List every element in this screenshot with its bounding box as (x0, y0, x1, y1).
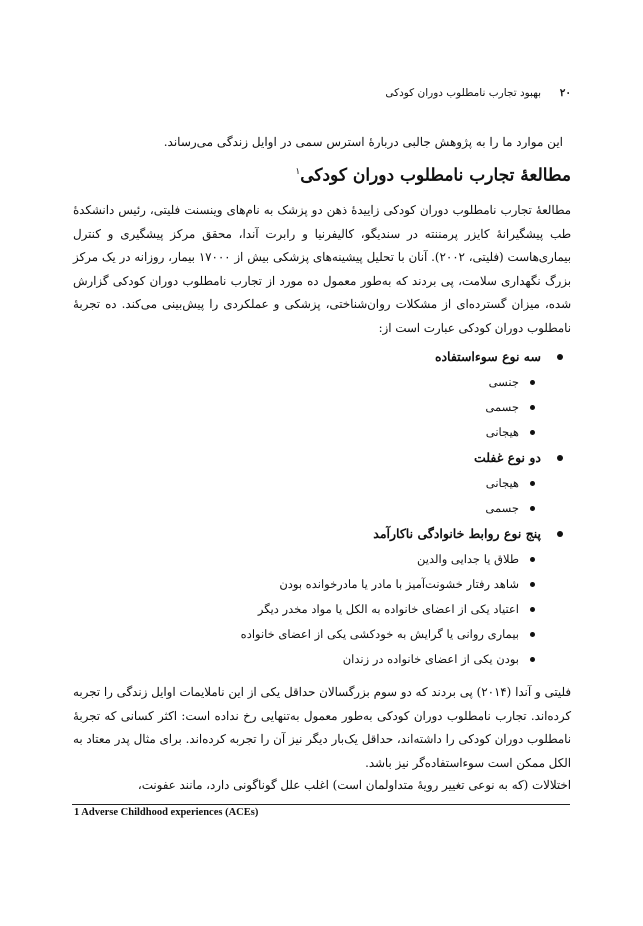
bullet-icon (557, 531, 563, 537)
bullet-icon (530, 607, 535, 612)
ace-sublist (149, 547, 541, 672)
bullet-icon (557, 455, 563, 461)
footnote-divider (72, 804, 570, 805)
running-title: بهبود تجارب نامطلوب دوران کودکی (385, 87, 541, 99)
list-item-text: شاهد رفتار خشونت‌آمیز با مادر یا مادرخوانده بودن (279, 577, 519, 591)
ace-group-title: سه نوع سوءاستفاده (434, 349, 541, 364)
list-item (149, 572, 541, 597)
list-item (149, 647, 541, 672)
list-item (149, 370, 541, 395)
page-header (0, 84, 643, 102)
footnote (74, 807, 258, 818)
bullet-icon (530, 632, 535, 637)
list-item (149, 547, 541, 572)
list-item (149, 622, 541, 647)
ace-group-abuse (149, 344, 569, 445)
ace-list (149, 344, 569, 672)
bullet-icon (530, 405, 535, 410)
list-item-text: بودن یکی از اعضای خانواده در زندان (342, 652, 519, 666)
section-title-text: مطالعهٔ تجارب نامطلوب دوران کودکی (300, 165, 571, 186)
continuation-paragraph: اختلالات (که به نوعی تغییر رویهٔ متداولمان است) اغلب علل گوناگونی دارد، مانند عفونت، (137, 778, 571, 792)
ace-group-neglect (149, 445, 569, 521)
list-item-text: جسمی (485, 501, 519, 515)
bullet-icon (530, 506, 535, 511)
bullet-icon (530, 380, 535, 385)
bullet-icon (530, 481, 535, 486)
footnote-marker: ۱ (295, 167, 301, 177)
list-item-text: جنسی (488, 375, 519, 389)
footnote-text: Adverse Childhood experiences (ACEs) (81, 807, 259, 818)
list-item (149, 395, 541, 420)
ace-group-title: پنج نوع روابط خانوادگی ناکارآمد (373, 526, 541, 541)
bullet-icon (557, 354, 563, 360)
bullet-icon (530, 657, 535, 662)
list-item-text: هیجانی (485, 476, 519, 490)
ace-group-title: دو نوع غفلت (474, 450, 541, 465)
list-item-text: طلاق یا جدایی والدین (417, 552, 519, 566)
page-number: ۲۰ (559, 87, 571, 99)
intro-sentence: این موارد ما را به پژوهش جالبی دربارهٔ استرس سمی در اوایل زندگی می‌رساند. (163, 135, 563, 149)
ace-sublist (149, 370, 541, 445)
list-item-text: هیجانی (485, 425, 519, 439)
bullet-icon (530, 430, 535, 435)
list-item (149, 496, 541, 521)
list-item-text: اعتیاد یکی از اعضای خانواده به الکل یا مواد مخدر دیگر (257, 602, 519, 616)
ace-group-household-dysfunction (149, 521, 569, 672)
bullet-icon (530, 557, 535, 562)
ace-sublist (149, 471, 541, 521)
list-item (149, 597, 541, 622)
list-item (149, 471, 541, 496)
list-item (149, 420, 541, 445)
footnote-number: 1 (74, 807, 80, 818)
list-item-text: بیماری روانی یا گرایش به خودکشی یکی از اعضای خانواده (240, 627, 519, 641)
list-item-text: جسمی (485, 400, 519, 414)
prevalence-paragraph: فلیتی و آندا (۲۰۱۴) پی بردند که دو سوم بزرگسالان حداقل یکی از این ناملایمات اوایل زندگی را تجربه کرده‌اند. تجارب نامطلوب دوران کودکی به‌طور معمول به‌تنهایی رخ نداده است: اکثر کسانی که تجربهٔ نامطلوب دوران کودکی را داشته‌اند، حداقل یک‌بار دیگر نیز آن را تجربه کرده‌اند. برای مثال پدر معتاد به الکل ممکن است سوءاستفاده‌گر نیز باشد. (73, 685, 571, 770)
bullet-icon (530, 582, 535, 587)
ace-study-paragraph: مطالعهٔ تجارب نامطلوب دوران کودکی زاییدهٔ ذهن دو پزشک به نام‌های وینسنت فلیتی، رئیس دانشکدهٔ طب پیشگیرانهٔ کایزر پرمننته در سندیگو، کالیفرنیا و رابرت آندا، محقق مرکز پیشگیری و کنترل بیماری‌هاست (فلیتی، ۲۰۰۲). آنان با تحلیل پیشینه‌های پزشکی بیش از ۱۷۰۰۰ بیمار، روزانه در یک مرکز بزرگ نگهداری سلامت، پی بردند که به‌طور معمول ده مورد از تجارب نامطلوب دوران کودکی گزارش شده، میزان گسترده‌ای از مشکلات روان‌شناختی، پزشکی و عملکردی را پیش‌بینی می‌کند. ده تجربهٔ نامطلوب دوران کودکی عبارت است از: (73, 203, 571, 335)
section-title (295, 158, 571, 190)
